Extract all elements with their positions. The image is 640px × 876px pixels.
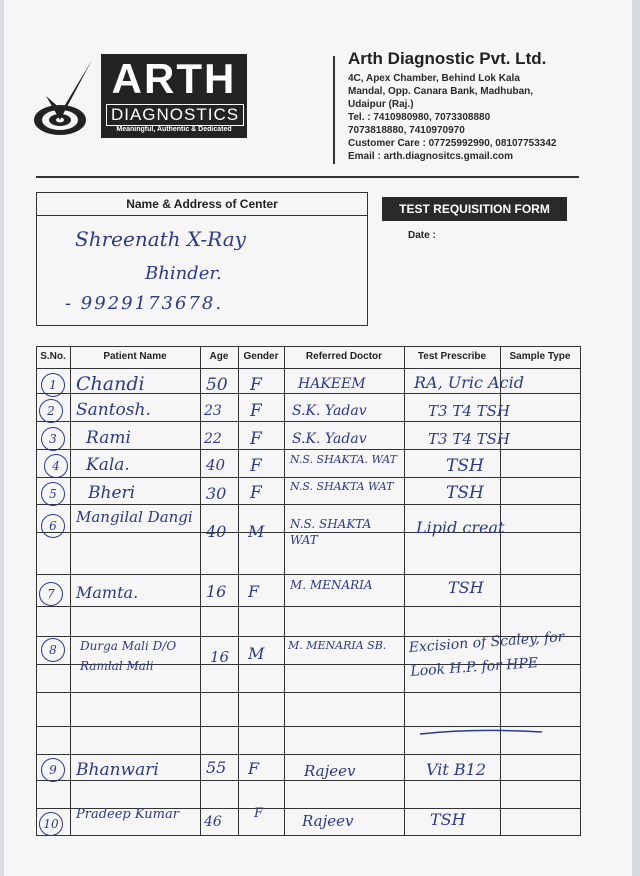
header-test-prescribe: Test Prescribe [417,351,487,362]
row-doctor: N.S. SHAKTA. WAT [290,453,397,466]
row-sno: 6 [41,514,65,538]
row-age: 16 [210,648,230,666]
row-age: 16 [206,582,227,601]
row-patient-name: Rami [86,428,131,448]
row-patient-name: Bhanwari [76,760,159,780]
form-title: TEST REQUISITION FORM [382,197,567,221]
row-patient-name: Pradeep Kumar [76,807,179,822]
row-doctor: S.K. Yadav [292,403,367,419]
row-test: TSH [430,810,466,829]
row-sno: 8 [41,638,65,662]
row-sno: 2 [39,399,63,423]
row-test: T3 T4 TSH [428,402,510,420]
row-age: 40 [206,522,227,541]
patient-table [36,346,581,836]
row-sno: 1 [41,373,65,397]
row-gender: F [250,456,262,476]
header-sample-type: Sample Type [509,351,571,362]
header-referred-doctor: Referred Doctor [305,351,383,362]
row-doctor: Rajeev [304,762,356,780]
row-gender: F [248,759,260,778]
company-address-line: Mandal, Opp. Canara Bank, Madhuban, [348,86,534,97]
row-patient-name: Mamta. [76,583,139,602]
row-sno: 4 [44,454,68,478]
row-age: 46 [204,814,222,830]
row-test: RA, Uric Acid [414,373,524,392]
row-gender: F [250,483,262,503]
logo-brand: ARTH [111,55,237,102]
header-sno: S.No. [40,351,66,362]
row-gender: F [250,375,262,395]
logo-sub: DIAGNOSTICS [106,104,244,126]
date-label: Date : [408,230,436,241]
underline-scribble [416,726,546,738]
row-patient-name: Durga Mali D/O Ramlal Mali [80,639,177,673]
row-test: TSH [446,483,484,503]
row-test: Excision of Scaley, for Look H.P. for HPE [408,629,565,680]
header-age: Age [209,351,229,362]
header-gender: Gender [243,351,279,362]
row-test: TSH [448,578,484,597]
center-phone-handwritten: - 9929173678. [65,293,224,314]
row-sno: 7 [39,582,63,606]
row-age: 50 [206,375,228,395]
row-patient-name: Kala. [86,455,130,475]
company-phone-line: Tel. : 7410980980, 7073308880 [348,112,491,123]
row-age: 23 [204,403,222,419]
row-gender: M [248,522,265,541]
row-age: 30 [206,484,227,503]
header-divider [333,56,335,164]
row-sno: 3 [41,427,65,451]
row-doctor: N.S. SHAKTA WAT [290,517,372,547]
company-address-line: Udaipur (Raj.) [348,99,414,110]
row-test: T3 T4 TSH [428,430,510,448]
row-doctor: M. MENARIA SB. [288,639,387,652]
center-location-handwritten: Bhinder. [145,263,222,284]
row-doctor: M. MENARIA [290,578,373,592]
center-box-title: Name & Address of Center [37,193,367,216]
row-doctor: HAKEEM [298,376,366,392]
row-sno: 10 [39,812,63,836]
row-test: Lipid creat [416,518,505,537]
header-rule [36,176,579,178]
header-patient-name: Patient Name [103,351,167,362]
row-test: Vit B12 [426,760,487,779]
row-sno: 9 [41,758,65,782]
row-test: TSH [446,456,484,476]
row-age: 55 [206,758,227,777]
row-gender: M [248,644,265,663]
row-gender: F [254,806,264,821]
center-address-box [36,192,368,326]
requisition-form-page [4,0,632,876]
logo-badge [101,54,247,138]
company-name: Arth Diagnostic Pvt. Ltd. [348,49,547,68]
customer-care-line: Customer Care : 07725992990, 08107753342 [348,138,557,149]
center-name-handwritten: Shreenath X-Ray [75,227,246,251]
row-gender: F [248,582,260,601]
logo-tagline: Meaningful, Authentic & Dedicated [116,126,232,133]
company-address-line: 4C, Apex Chamber, Behind Lok Kala [348,73,520,84]
company-phone-line: 7073818880, 7410970970 [348,125,465,136]
row-doctor: S.K. Yadav [292,431,367,447]
row-age: 22 [204,431,222,447]
row-doctor: N.S. SHAKTA WAT [290,480,394,493]
row-patient-name: Santosh. [76,400,151,420]
row-age: 40 [206,456,226,474]
row-patient-name: Bheri [88,483,136,503]
target-checkmark-icon [32,58,94,138]
row-gender: F [250,429,262,449]
row-sno: 5 [41,482,65,506]
company-email-line: Email : arth.diagnositcs.gmail.com [348,151,514,162]
row-doctor: Rajeev [302,812,354,830]
row-patient-name: Mangilal Dangi [76,508,193,526]
row-patient-name: Chandi [76,373,145,395]
row-gender: F [250,401,262,421]
